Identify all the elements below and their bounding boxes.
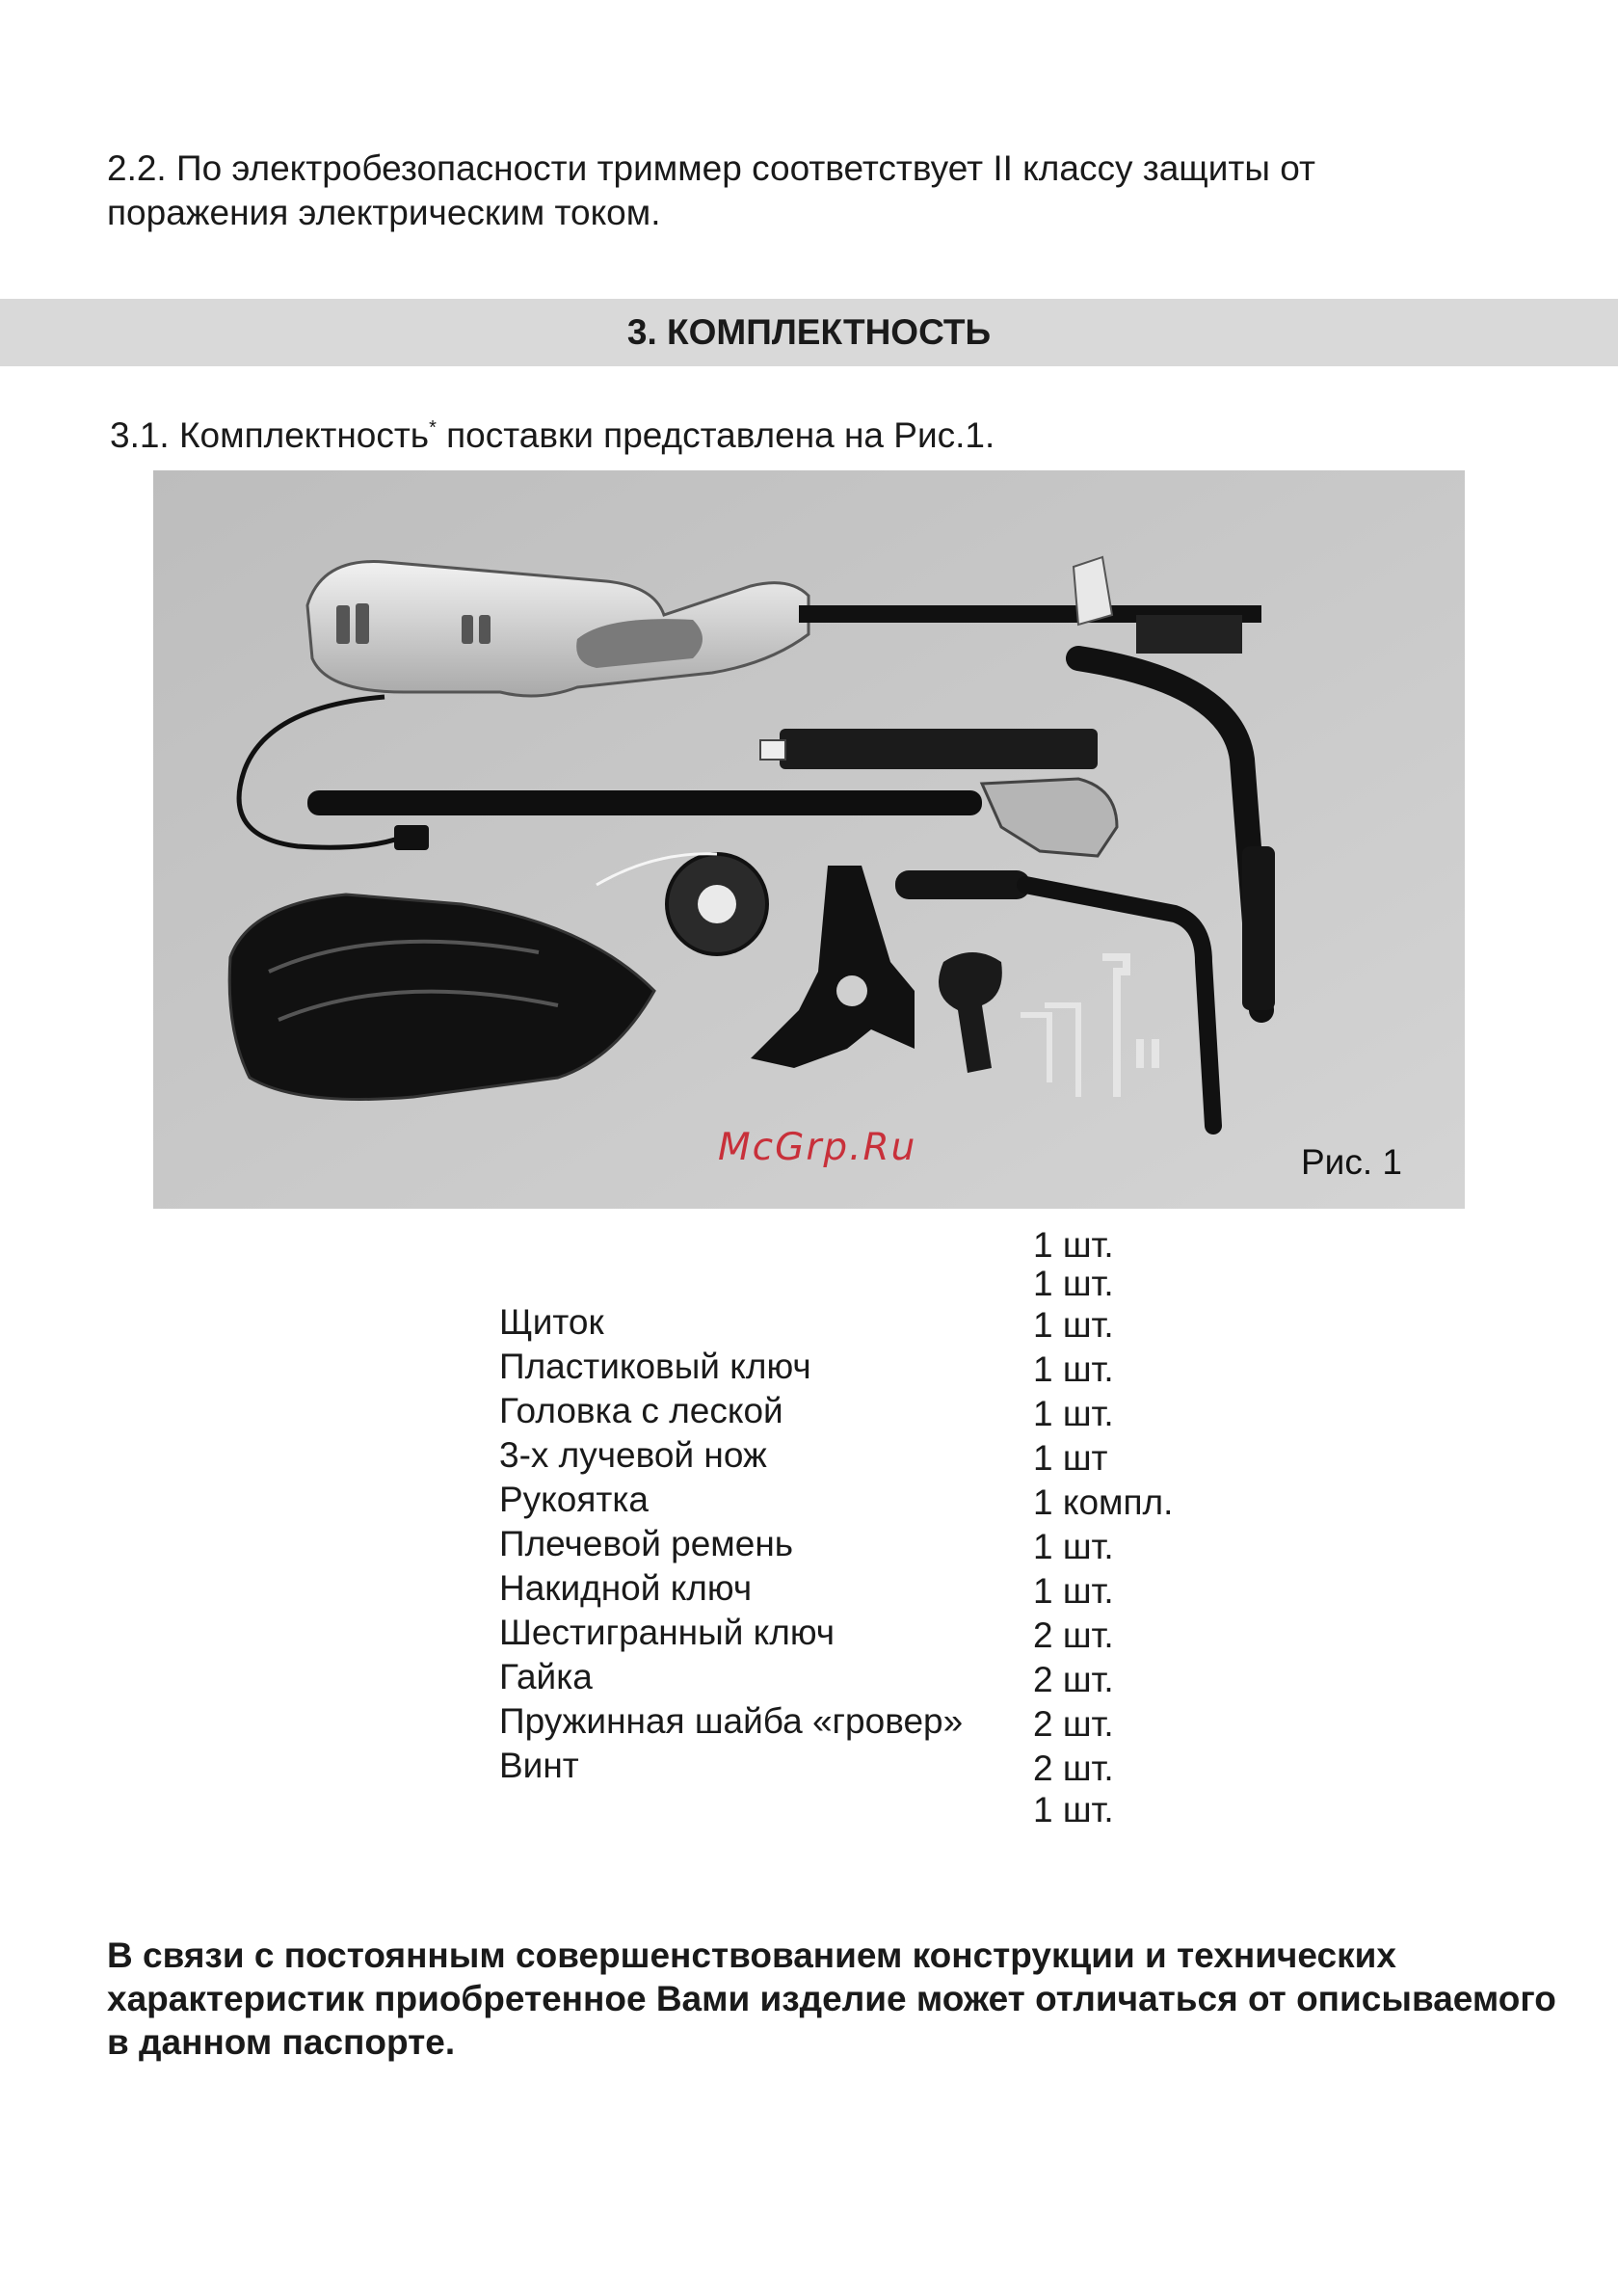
quantity-value: 1 шт. <box>1033 1790 1114 1829</box>
quantity-value: 1 шт. <box>1033 1305 1114 1345</box>
list-item: Пружинная шайба «гровер» <box>499 1701 964 1741</box>
figure-1-photo <box>153 470 1465 1209</box>
quantity-value: 2 шт. <box>1033 1615 1114 1655</box>
kit-item-names <box>499 1300 963 1788</box>
quantity-value: 2 шт. <box>1033 1704 1114 1744</box>
list-item: Винт <box>499 1746 579 1785</box>
paragraph-2-2: 2.2. По электробезопасности триммер соответствует II классу защиты от поражения электрическим током. <box>107 148 1315 232</box>
list-item: Головка с леской <box>499 1391 783 1430</box>
paragraph-3-1-text-end: поставки представлена на Рис.1. <box>436 415 995 455</box>
list-item: Пластиковый ключ <box>499 1347 811 1386</box>
quantity-value: 1 шт. <box>1033 1349 1114 1389</box>
footnote-asterisk: * <box>429 417 437 439</box>
quantity-value: 2 шт. <box>1033 1660 1114 1699</box>
figure-caption: Рис. 1 <box>1301 1142 1402 1182</box>
quantity-value: 1 компл. <box>1033 1482 1174 1522</box>
quantity-value: 1 шт. <box>1033 1571 1114 1611</box>
section-title: 3. КОМПЛЕКТНОСТЬ <box>626 312 992 352</box>
kit-item-quantities <box>1033 1226 1173 1829</box>
list-item: Плечевой ремень <box>499 1524 794 1563</box>
lower-shaft <box>307 790 982 815</box>
strap-buckle <box>760 740 785 760</box>
grip-handle <box>895 870 1030 899</box>
shoulder-strap <box>780 729 1098 769</box>
list-item: Шестигранный ключ <box>499 1613 836 1652</box>
quantity-value: 1 шт. <box>1033 1394 1114 1433</box>
quantity-value: 2 шт. <box>1033 1749 1114 1788</box>
paragraph-3-1-text: 3.1. Комплектность <box>110 415 430 455</box>
quantity-value: 1 шт. <box>1033 1527 1114 1566</box>
handle-bar-grip <box>1242 846 1275 1010</box>
list-item: 3-х лучевой нож <box>499 1435 767 1475</box>
quantity-value: 1 шт. <box>1033 1225 1114 1265</box>
list-item: Гайка <box>499 1657 593 1696</box>
paragraph-3-1 <box>110 406 995 458</box>
quantity-value: 1 шт <box>1033 1438 1108 1478</box>
watermark: McGrp.Ru <box>718 1126 917 1169</box>
list-item: Накидной ключ <box>499 1568 753 1608</box>
shaft-coupler <box>1136 615 1242 654</box>
list-item: Рукоятка <box>499 1480 649 1519</box>
power-plug <box>394 825 429 850</box>
trimmer-kit-illustration <box>153 470 1465 1209</box>
quantity-value: 1 шт. <box>1033 1264 1114 1303</box>
list-item: Щиток <box>499 1302 604 1342</box>
revision-notice: В связи с постоянным совершенствованием конструкции и технических характеристик приобретенное Вами изделие может отличаться от описываемого в данном паспорте. <box>107 1936 1556 2062</box>
